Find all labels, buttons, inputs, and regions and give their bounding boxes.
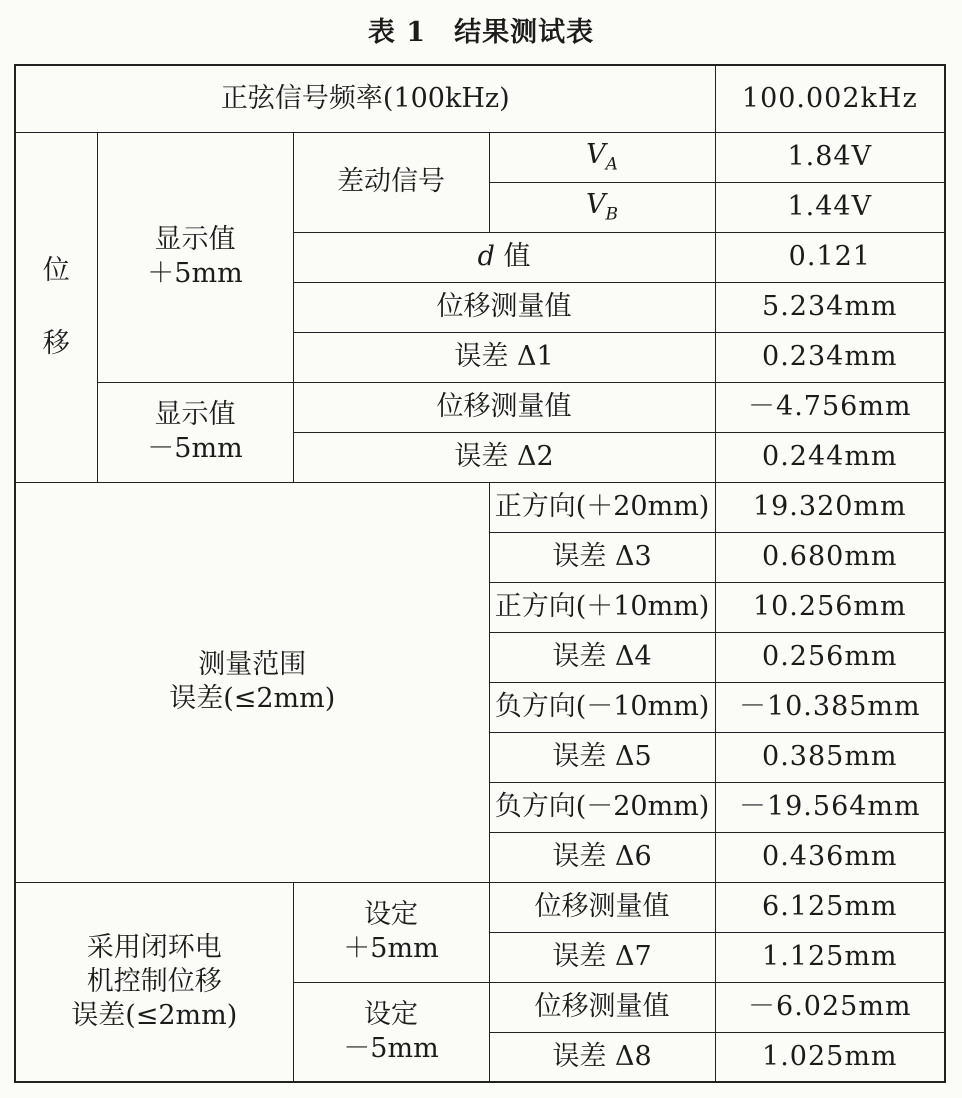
display-plus5-line1: 显示值: [154, 224, 236, 256]
set-plus-line1: 设定: [364, 899, 418, 931]
error-label: 误差 Δ1: [293, 332, 715, 382]
closed-loop-line1: 采用闭环电: [86, 932, 222, 964]
range-row-value: 0.385mm: [715, 732, 945, 782]
range-row-label: 负方向(－10mm): [489, 682, 715, 732]
range-row-label: 正方向(＋10mm): [489, 582, 715, 632]
table-title: 表 1 结果测试表: [367, 17, 595, 48]
range-row-value: 10.256mm: [715, 582, 945, 632]
closed-loop-line2: 机控制位移: [86, 965, 222, 997]
table-row: [15, 882, 945, 932]
group-char-1: 位: [42, 255, 70, 286]
table-row: [15, 482, 945, 532]
set-plus-label: [293, 882, 489, 982]
d-value: 0.121: [715, 232, 945, 282]
set-minus-label: [293, 982, 489, 1082]
range-row-value: 19.320mm: [715, 482, 945, 532]
displacement-group-label: [15, 132, 97, 482]
range-label-line1: 测量范围: [198, 649, 307, 681]
set-minus-line2: －5mm: [343, 1032, 439, 1064]
measure-label: 位移测量值: [489, 982, 715, 1032]
closed-loop-line3: 误差(≤2mm): [71, 999, 238, 1031]
range-row-label: 误差 Δ3: [489, 532, 715, 582]
range-row-value: 0.256mm: [715, 632, 945, 682]
error-value: 0.234mm: [715, 332, 945, 382]
range-row-label: 误差 Δ6: [489, 832, 715, 882]
error-value: 0.244mm: [715, 432, 945, 482]
error-value: 1.125mm: [715, 932, 945, 982]
measure-value: 5.234mm: [715, 282, 945, 332]
table-row: [15, 382, 945, 432]
range-group-label: [15, 482, 489, 882]
measure-label: 位移测量值: [293, 382, 715, 432]
va-value: 1.84V: [715, 132, 945, 182]
set-plus-line2: ＋5mm: [343, 933, 439, 964]
d-value-label: d 值: [293, 232, 715, 282]
range-row-value: 0.436mm: [715, 832, 945, 882]
range-row-value: －10.385mm: [715, 682, 945, 732]
range-row-value: －19.564mm: [715, 782, 945, 832]
range-label-line2: 误差(≤2mm): [169, 683, 336, 714]
error-label: 误差 Δ8: [489, 1032, 715, 1082]
measure-label: 位移测量值: [489, 882, 715, 932]
frequency-label: 正弦信号频率(100kHz): [15, 65, 715, 132]
closed-loop-group-label: [15, 882, 293, 1082]
error-label: 误差 Δ7: [489, 932, 715, 982]
range-row-label: 正方向(＋20mm): [489, 482, 715, 532]
frequency-value: 100.002kHz: [715, 65, 945, 132]
measure-value: －6.025mm: [715, 982, 945, 1032]
range-row-label: 误差 Δ5: [489, 732, 715, 782]
display-plus5-line2: ＋5mm: [147, 258, 243, 289]
range-row-value: 0.680mm: [715, 532, 945, 582]
vb-value: 1.44V: [715, 182, 945, 232]
table-row: [15, 65, 945, 132]
measure-value: －4.756mm: [715, 382, 945, 432]
vb-label: $V_B$: [489, 182, 715, 232]
va-label: $V_A$: [489, 132, 715, 182]
range-row-label: 负方向(－20mm): [489, 782, 715, 832]
error-label: 误差 Δ2: [293, 432, 715, 482]
display-plus5-label: [97, 132, 293, 382]
display-minus5-line1: 显示值: [154, 399, 236, 431]
display-minus5-label: [97, 382, 293, 482]
table-row: [15, 132, 945, 182]
diff-signal-label: 差动信号: [293, 132, 489, 232]
set-minus-line1: 设定: [364, 999, 418, 1030]
error-value: 1.025mm: [715, 1032, 945, 1082]
measure-value: 6.125mm: [715, 882, 945, 932]
measure-label: 位移测量值: [293, 282, 715, 332]
range-row-label: 误差 Δ4: [489, 632, 715, 682]
result-table: [14, 64, 946, 1083]
group-char-2: 移: [42, 328, 70, 359]
display-minus5-line2: －5mm: [147, 433, 243, 464]
